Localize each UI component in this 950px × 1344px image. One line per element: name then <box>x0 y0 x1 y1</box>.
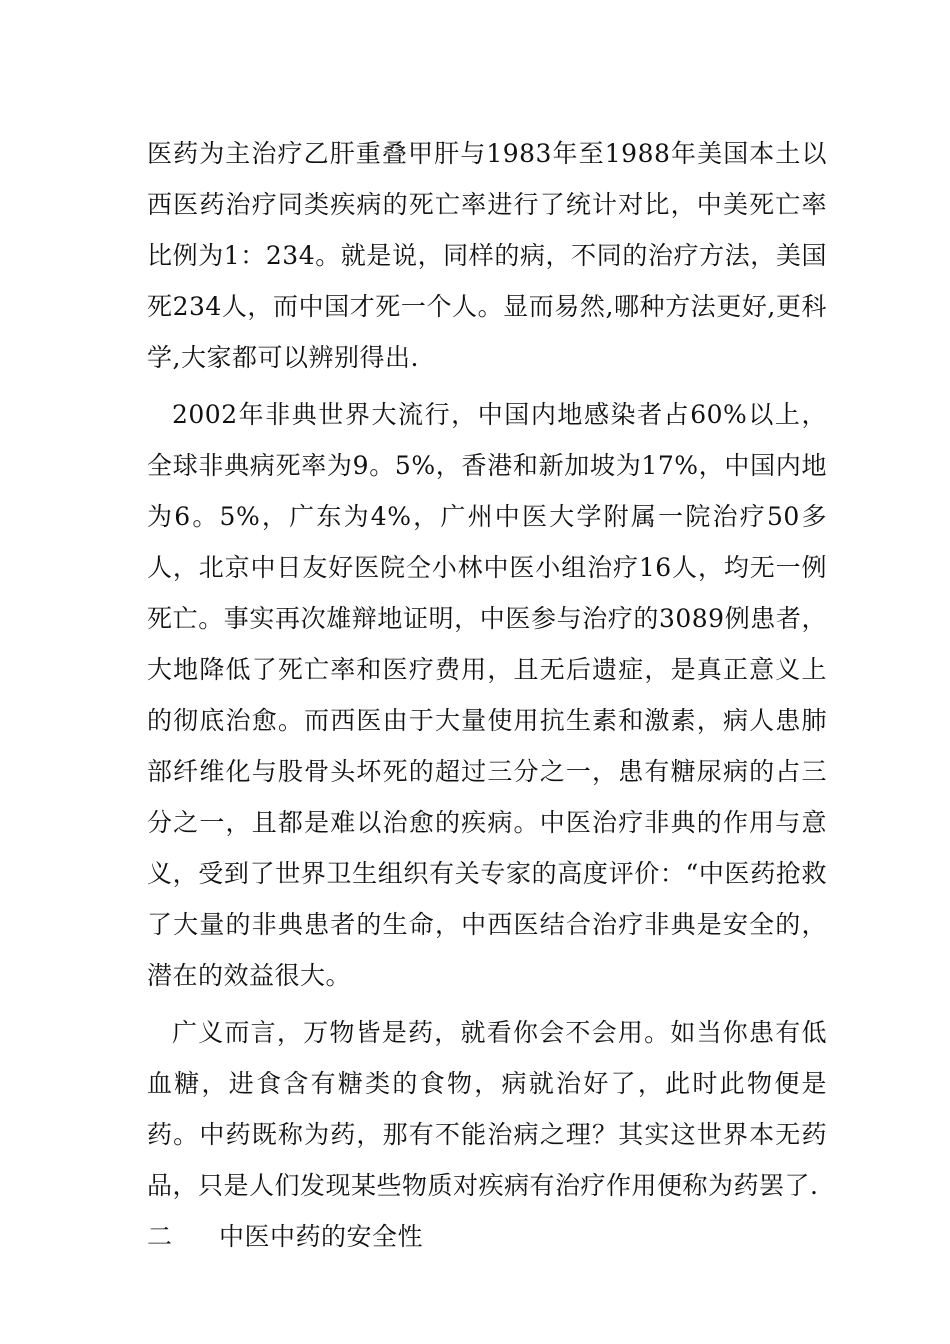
section-title: 中医中药的安全性 <box>219 1222 424 1251</box>
paragraph-medicine-definition: 广义而言，万物皆是药，就看你会不会用。如当你患有低血糖，进食含有糖类的食物，病就治好了，此时此物便是药。中药既称为药，那有不能治病之理？其实这世界本无药品，只是人们发现某些物质对疾病有治疗作用便称为药罢了. <box>147 1018 827 1200</box>
document-body <box>147 128 827 1262</box>
section-number: 二 <box>147 1222 173 1251</box>
paragraph-mortality-comparison: 医药为主治疗乙肝重叠甲肝与1983年至1988年美国本土以西医药治疗同类疾病的死亡率进行了统计对比，中美死亡率比例为1：234。就是说，同样的病，不同的治疗方法，美国死234人，而中国才死一个人。显而易然,哪种方法更好,更科学,大家都可以辨别得出. <box>147 139 827 372</box>
paragraph-sars-treatment: 2002年非典世界大流行，中国内地感染者占60%以上，全球非典病死率为9。5%，香港和新加坡为17%，中国内地为6。5%，广东为4%，广州中医大学附属一院治疗50多人，北京中日友好医院仝小林中医小组治疗16人，均无一例死亡。事实再次雄辩地证明，中医参与治疗的3089例患者，大地降低了死亡率和医疗费用，且无后遗症，是真正意义上的彻底治愈。而西医由于大量使用抗生素和激素，病人患肺部纤维化与股骨头坏死的超过三分之一，患有糖尿病的占三分之一，且都是难以治愈的疾病。中医治疗非典的作用与意义，受到了世界卫生组织有关专家的高度评价：“中医药抢救了大量的非典患者的生命，中西医结合治疗非典是安全的，潜在的效益很大。 <box>147 400 827 990</box>
section-heading <box>147 1211 827 1262</box>
